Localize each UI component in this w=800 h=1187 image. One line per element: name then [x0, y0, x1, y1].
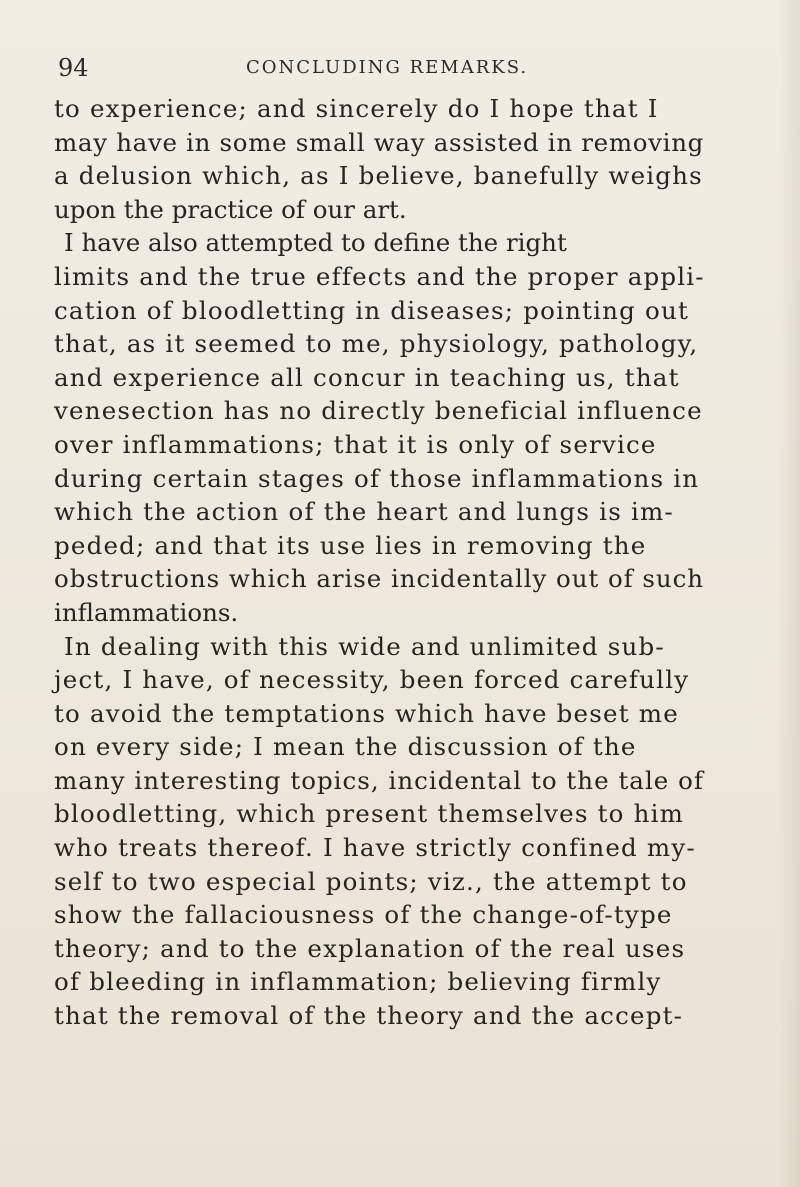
text-line: self to two especial points; viz., the attempt to [54, 866, 688, 896]
text-line: to avoid the temptations which have beset me [54, 698, 679, 728]
text-line: bloodletting, which present themselves to him [54, 799, 685, 829]
text-line: during certain stages of those inflammations in [54, 463, 700, 493]
body-text [54, 92, 704, 1033]
running-title: CONCLUDING REMARKS. [246, 57, 529, 78]
page-number: 94 [58, 54, 89, 82]
text-line: show the fallaciousness of the change-of-type [54, 900, 673, 930]
text-line: over inflammations; that it is only of service [54, 429, 657, 459]
text-line: who treats thereof. I have strictly confined my- [54, 833, 696, 863]
text-line: cation of bloodletting in diseases; pointing out [54, 295, 689, 325]
text-line: on every side; I mean the discussion of the [54, 732, 637, 762]
text-line: that, as it seemed to me, physiology, pathology, [54, 329, 699, 359]
text-line: and experience all concur in teaching us, that [54, 362, 680, 392]
text-line: I have also attempted to define the right [64, 228, 567, 258]
text-line: upon the practice of our art. [54, 194, 407, 224]
text-line: of bleeding in inflammation; believing firmly [54, 967, 662, 997]
running-header [58, 52, 698, 84]
text-line: to experience; and sincerely do I hope that I [54, 94, 659, 123]
text-line: theory; and to the explanation of the real uses [54, 933, 686, 963]
text-line: limits and the true effects and the proper appli- [54, 261, 705, 291]
text-line: a delusion which, as I believe, banefully weighs [54, 161, 703, 191]
text-line: venesection has no directly beneficial influence [54, 396, 703, 426]
text-line: In dealing with this wide and unlimited sub- [64, 631, 665, 661]
text-line: many interesting topics, incidental to the tale of [54, 765, 705, 795]
text-line: may have in some small way assisted in removing [54, 127, 705, 157]
text-line: that the removal of the theory and the accept- [54, 1001, 684, 1031]
text-line: obstructions which arise incidentally out of such [54, 564, 704, 594]
text-line: ject, I have, of necessity, been forced carefully [54, 665, 690, 695]
text-line: which the action of the heart and lungs is im- [54, 497, 674, 527]
text-line: inflammations. [54, 597, 239, 627]
text-line: peded; and that its use lies in removing the [54, 530, 647, 560]
